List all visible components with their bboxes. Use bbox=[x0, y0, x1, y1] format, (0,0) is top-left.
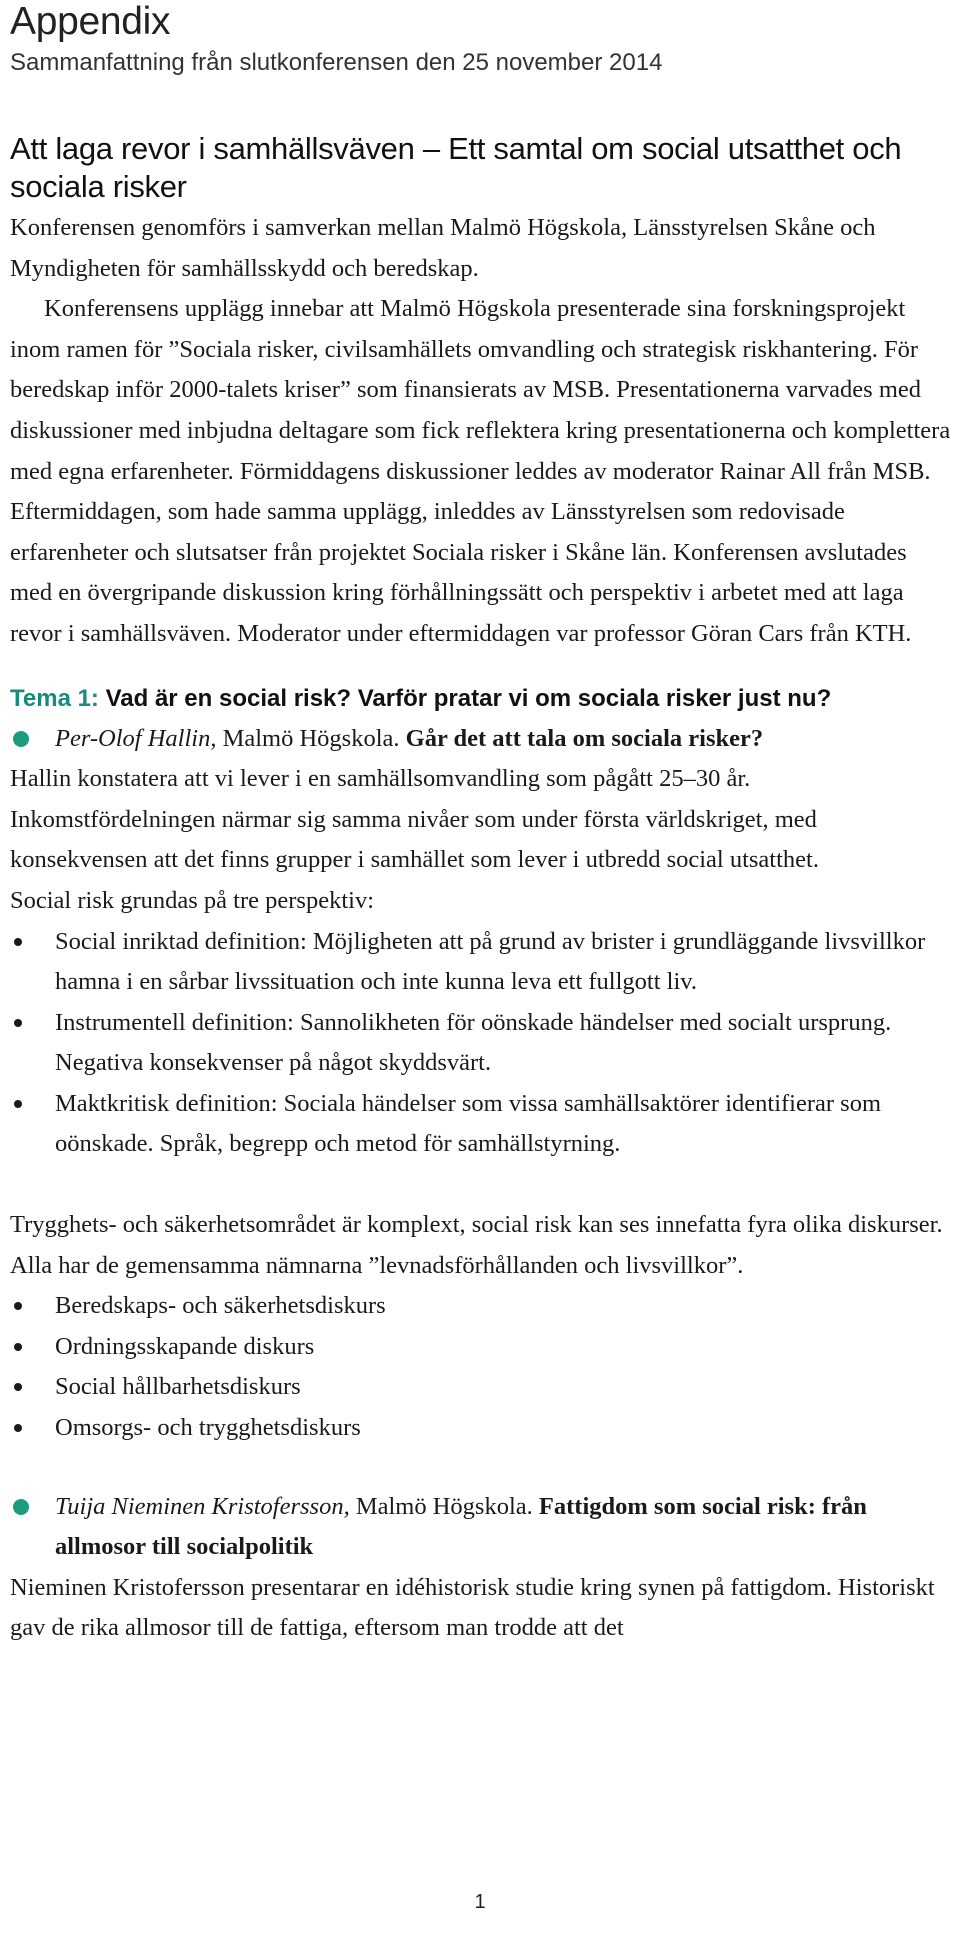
spacer bbox=[10, 1165, 952, 1205]
theme-title: Vad är en social risk? Varför pratar vi om sociala risker just nu? bbox=[105, 684, 832, 712]
talk-2-affiliation: Malmö Högskola. bbox=[355, 1492, 533, 1520]
intro-paragraph-2: Konferensens upplägg innebar att Malmö Högskola presenterade sina forskningsprojekt inom ramen för ”Sociala risker, civilsamhällets omvandling och strategisk riskhantering. För beredskap inför 2000-talets kriser” som finansierats av MSB. Presentationerna varvades med diskussioner med inbjudna deltagare som fick reflektera kring presentationerna och komplettera med egna erfarenheter. Förmiddagens diskussioner leddes av moderator Rainar All från MSB. Eftermiddagen, som hade samma upplägg, inleddes av Länsstyrelsen som redovisade erfarenheter och slutsatser från projektet Sociala risker i Skåne län. Konferensen avslutades med en övergripande diskussion kring förhållningssätt och perspektiv i arbetet med att laga revor i samhällsväven. Moderator under eftermiddagen var professor Göran Cars från KTH. bbox=[10, 295, 951, 647]
talk-1-speaker-name: Per-Olof Hallin, bbox=[55, 724, 217, 752]
document-page bbox=[10, 0, 952, 1649]
discourses-list bbox=[10, 1286, 952, 1448]
talk-1-paragraph-2: Social risk grundas på tre perspektiv: bbox=[10, 886, 375, 914]
list-item: Omsorgs- och trygghetsdiskurs bbox=[10, 1408, 952, 1449]
talk-2-paragraph-1: Nieminen Kristofersson presentarar en idéhistorisk studie kring synen på fattigdom. Historiskt gav de rika allmosor till de fattiga, eftersom man trodde att det bbox=[10, 1573, 935, 1642]
talk-2-title: Fattigdom som social risk: från allmosor till socialpolitik bbox=[55, 1492, 867, 1561]
list-item: Social hållbarhetsdiskurs bbox=[10, 1367, 952, 1408]
perspectives-list bbox=[10, 922, 952, 1166]
talk-2-speaker-line bbox=[10, 1487, 952, 1568]
list-item: Beredskaps- och säkerhetsdiskurs bbox=[10, 1286, 952, 1327]
list-item: Ordningsskapande diskurs bbox=[10, 1327, 952, 1368]
talk-1-paragraph-3: Trygghets- och säkerhetsområdet är komplext, social risk kan ses innefatta fyra olika diskurser. Alla har de gemensamma nämnarna ”levnadsförhållanden och livsvillkor”. bbox=[10, 1211, 943, 1279]
speaker-bullet-icon bbox=[13, 1499, 29, 1515]
spacer bbox=[10, 1449, 952, 1487]
list-item: Maktkritisk definition: Sociala händelser som vissa samhällsaktörer identifierar som oönskade. Språk, begrepp och metod för samhällstyrning. bbox=[10, 1084, 952, 1165]
page-number: 1 bbox=[474, 1891, 486, 1913]
list-item: Instrumentell definition: Sannolikheten för oönskade händelser med socialt ursprung. Negativa konsekvenser på något skyddsvärt. bbox=[10, 1003, 952, 1084]
list-item: Social inriktad definition: Möjligheten att på grund av brister i grundläggande livsvillkor hamna i en sårbar livssituation och inte kunna leva ett fullgott liv. bbox=[10, 922, 952, 1003]
intro-paragraph-1: Konferensen genomförs i samverkan mellan Malmö Högskola, Länsstyrelsen Skåne och Myndigheten för samhällsskydd och beredskap. bbox=[10, 214, 876, 282]
intro-section bbox=[10, 208, 952, 655]
talk-1-speaker-line bbox=[10, 719, 952, 760]
speaker-bullet-icon bbox=[13, 731, 29, 747]
talk-1-paragraph-1: Hallin konstatera att vi lever i en samhällsomvandling som pågått 25–30 år. Inkomstfördelningen närmar sig samma nivåer som under första världskriget, med konsekvensen att det finns grupper i samhället som lever i utbredd social utsatthet. bbox=[10, 765, 819, 874]
appendix-title: Appendix bbox=[10, 0, 171, 43]
theme-heading bbox=[10, 679, 952, 719]
talk-1-title: Går det att tala om sociala risker? bbox=[405, 724, 764, 752]
talk-2-speaker-name: Tuija Nieminen Kristofersson, bbox=[55, 1492, 350, 1520]
talk-1-affiliation: Malmö Högskola. bbox=[222, 724, 400, 752]
theme-label: Tema 1: bbox=[10, 684, 99, 712]
article-heading: Att laga revor i samhällsväven – Ett samtal om social utsatthet och sociala risker bbox=[10, 131, 902, 204]
appendix-subtitle: Sammanfattning från slutkonferensen den 25 november 2014 bbox=[10, 49, 663, 76]
